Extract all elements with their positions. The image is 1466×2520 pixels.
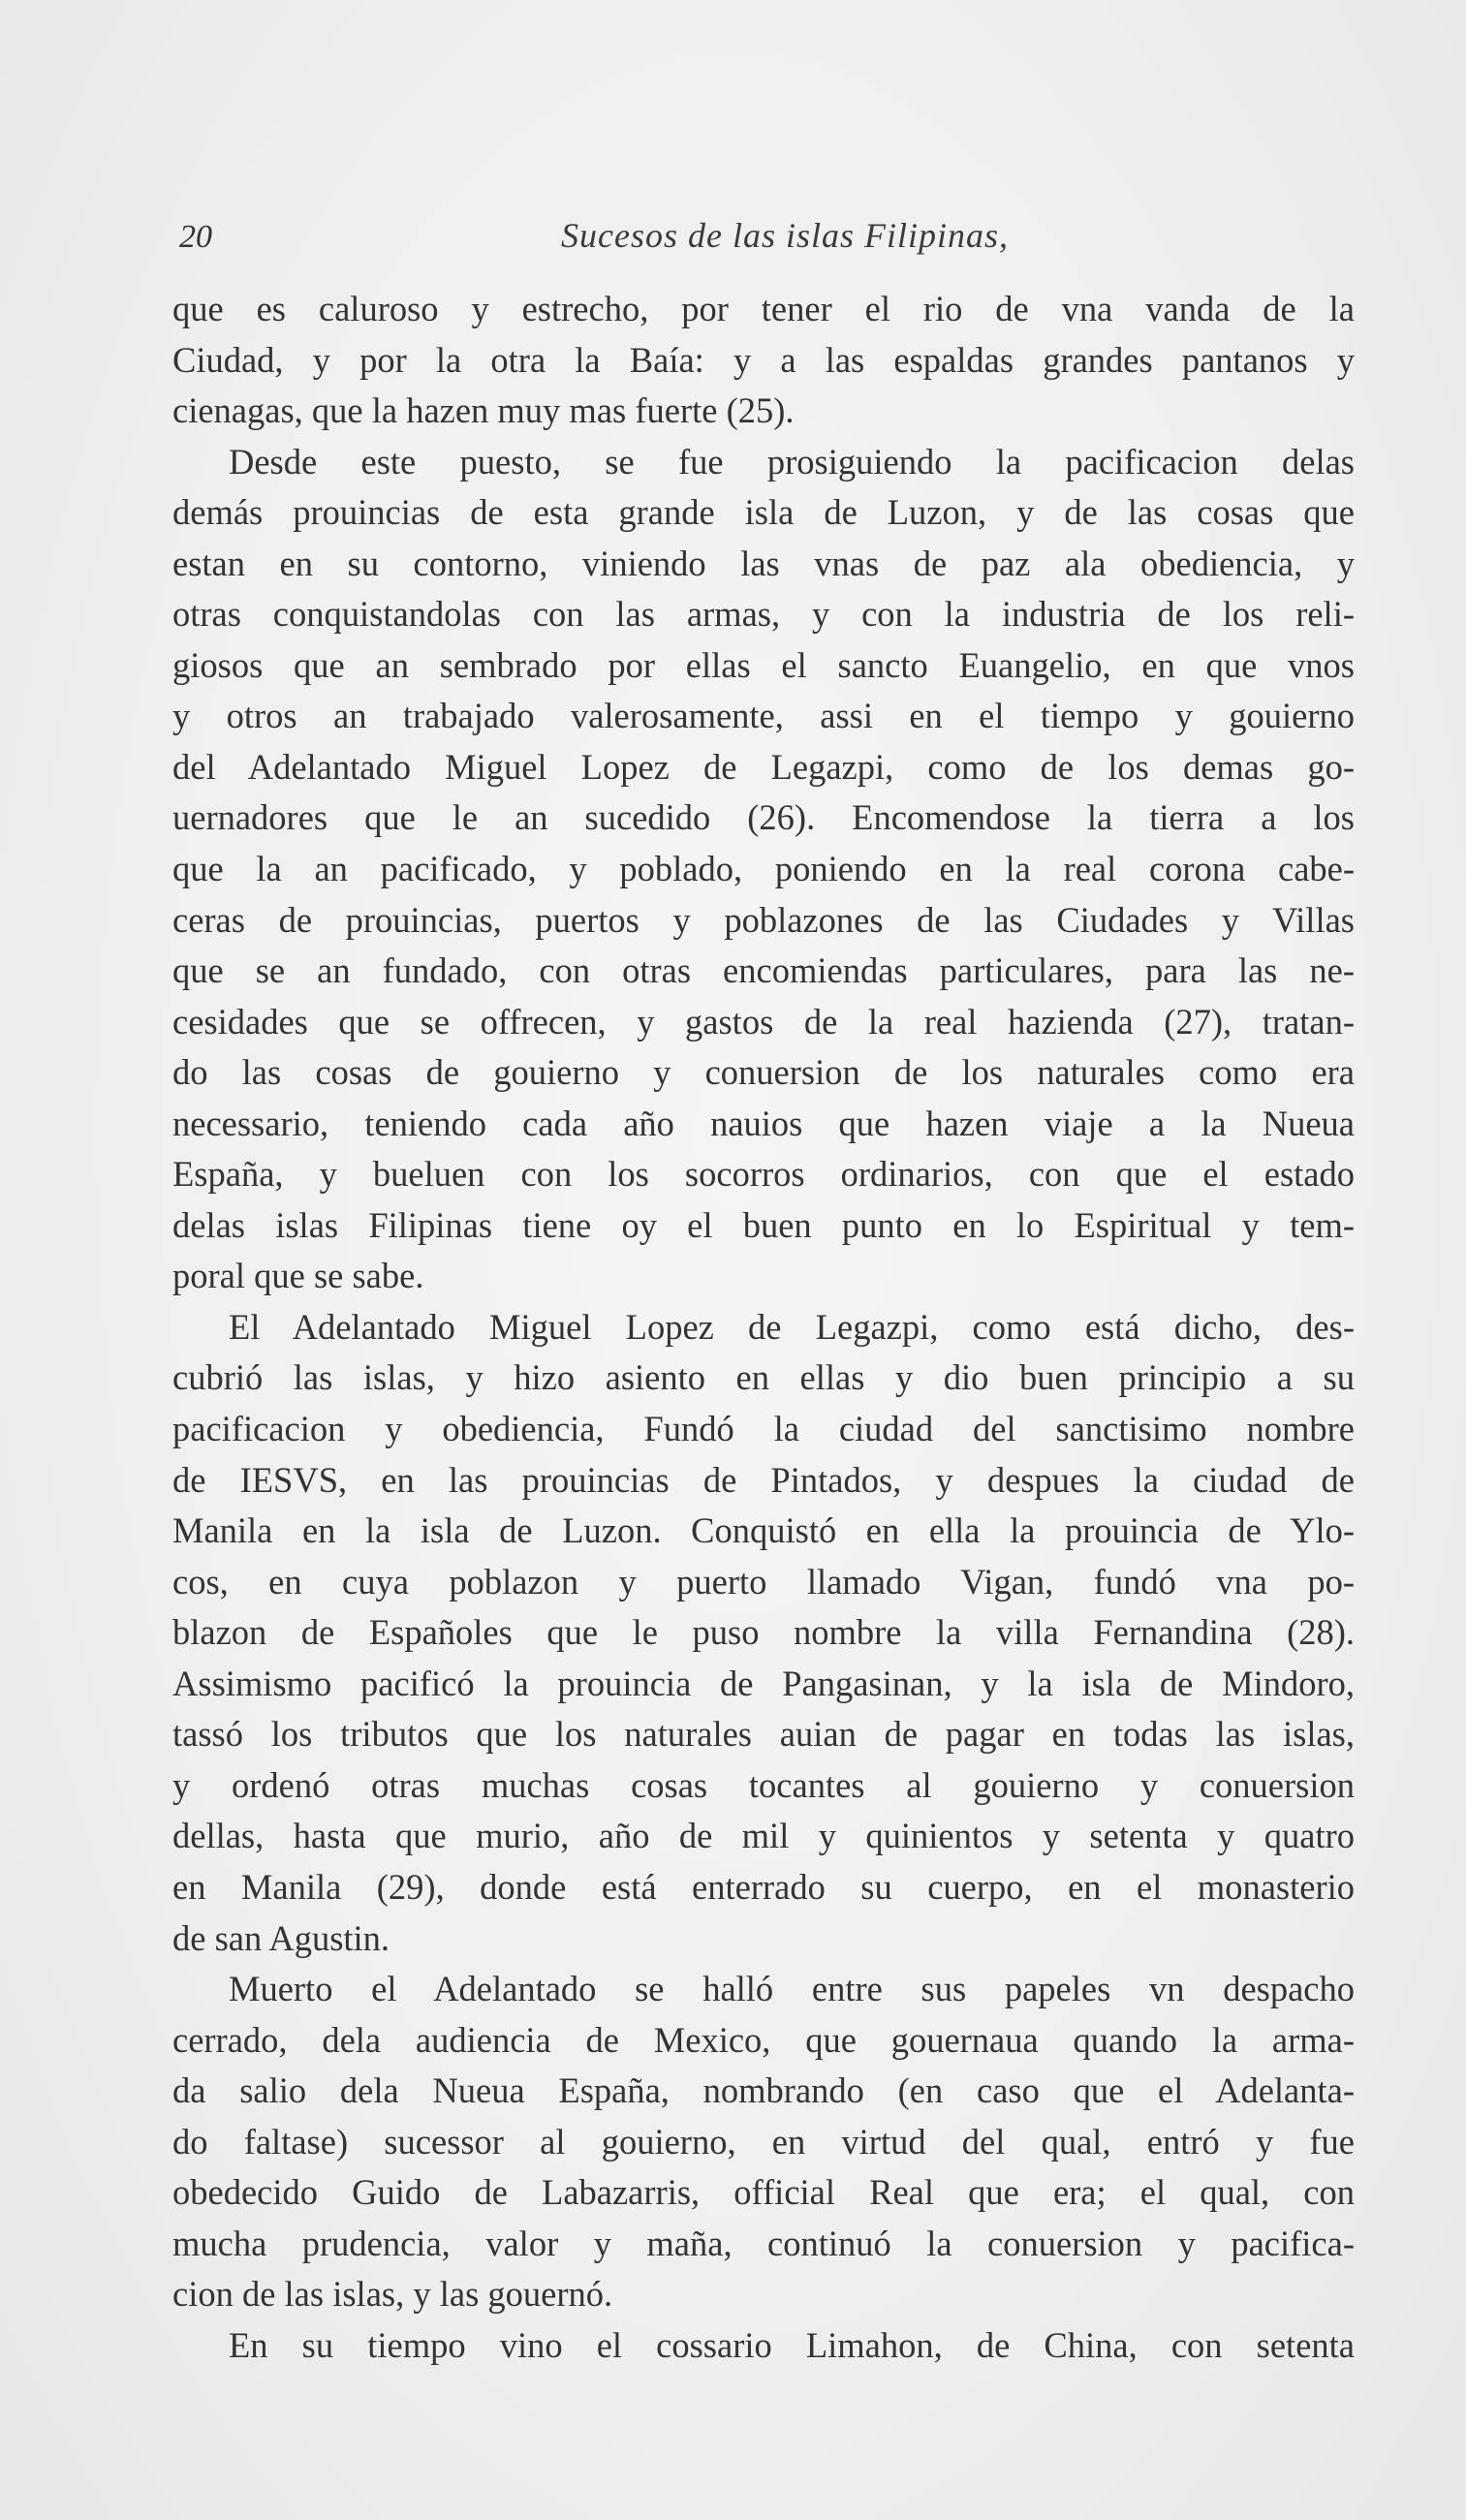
text-line: cion de las islas, y las gouernó.: [172, 2274, 613, 2315]
text-line: de IESVS, en las prouincias de Pintados, y despues la ciudad de: [172, 1459, 1355, 1500]
text-line: demás prouincias de esta grande isla de Luzon, y de las cosas que: [172, 492, 1355, 533]
text-line: cerrado, dela audiencia de Mexico, que gouernaua quando la arma-: [172, 2019, 1355, 2060]
text-line: ceras de prouincias, puertos y poblazones de las Ciudades y Villas: [172, 899, 1355, 940]
text-line: do faltase) sucessor al gouierno, en virtud del qual, entró y fue: [172, 2121, 1355, 2162]
text-line: El Adelantado Miguel Lopez de Legazpi, como está dicho, des-: [229, 1306, 1355, 1347]
text-line: y otros an trabajado valerosamente, assi en el tiempo y gouierno: [172, 696, 1355, 736]
body-text: [172, 284, 1355, 2371]
text-line: Desde este puesto, se fue prosiguiendo la pacificacion delas: [229, 441, 1355, 482]
text-line: cos, en cuya poblazon y puerto llamado Vigan, fundó vna po-: [172, 1561, 1355, 1602]
text-line: da salio dela Nueua España, nombrando (en caso que el Adelanta-: [172, 2070, 1355, 2111]
page-header: [179, 215, 1352, 264]
text-line: necessario, teniendo cada año nauios que hazen viaje a la Nueua: [172, 1103, 1355, 1143]
text-line: giosos que an sembrado por ellas el sancto Euangelio, en que vnos: [172, 644, 1355, 685]
text-line: de san Agustin.: [172, 1917, 390, 1958]
text-line: en Manila (29), donde está enterrado su cuerpo, en el monasterio: [172, 1866, 1355, 1907]
text-line: Ciudad, y por la otra la Baía: y a las espaldas grandes pantanos y: [172, 339, 1355, 380]
text-line: blazon de Españoles que le puso nombre la villa Fernandina (28).: [172, 1612, 1355, 1653]
text-line: que la an pacificado, y poblado, poniendo en la real corona cabe-: [172, 849, 1355, 889]
text-line: Assimismo pacificó la prouincia de Pangasinan, y la isla de Mindoro,: [172, 1663, 1355, 1703]
page-number: 20: [179, 219, 212, 255]
text-line: que es caluroso y estrecho, por tener el rio de vna vanda de la: [172, 289, 1355, 328]
text-line: delas islas Filipinas tiene oy el buen punto en lo Espiritual y tem-: [172, 1204, 1355, 1245]
text-line: cienagas, que la hazen muy mas fuerte (25).: [172, 390, 795, 431]
text-line: pacificacion y obediencia, Fundó la ciudad del sanctisimo nombre: [172, 1409, 1355, 1449]
text-line: cubrió las islas, y hizo asiento en ellas y dio buen principio a su: [172, 1357, 1355, 1398]
text-line: do las cosas de gouierno y conuersion de los naturales como era: [172, 1052, 1355, 1093]
text-line: mucha prudencia, valor y maña, continuó la conuersion y pacifica-: [172, 2223, 1355, 2263]
text-line: uernadores que le an sucedido (26). Encomendose la tierra a los: [172, 797, 1355, 838]
text-line: En su tiempo vino el cossario Limahon, de China, con setenta: [229, 2324, 1355, 2365]
text-line: otras conquistandolas con las armas, y con la industria de los reli-: [172, 594, 1355, 635]
text-line: dellas, hasta que murio, año de mil y quinientos y setenta y quatro: [172, 1816, 1355, 1856]
text-line: poral que se sabe.: [172, 1256, 424, 1296]
text-line: Muerto el Adelantado se halló entre sus papeles vn despacho: [229, 1969, 1355, 2009]
text-line: España, y bueluen con los socorros ordinarios, con que el estado: [172, 1154, 1355, 1195]
text-line: que se an fundado, con otras encomiendas particulares, para las ne-: [172, 950, 1355, 991]
text-line: cesidades que se offrecen, y gastos de la real hazienda (27), tratan-: [172, 1001, 1355, 1042]
text-line: del Adelantado Miguel Lopez de Legazpi, como de los demas go-: [172, 746, 1355, 787]
running-title: Sucesos de las islas Filipinas,: [561, 216, 1009, 255]
text-line: Manila en la isla de Luzon. Conquistó en ella la prouincia de Ylo-: [172, 1510, 1355, 1551]
text-line: y ordenó otras muchas cosas tocantes al gouierno y conuersion: [172, 1764, 1355, 1805]
text-line: obedecido Guido de Labazarris, official Real que era; el qual, con: [172, 2172, 1355, 2213]
text-line: tassó los tributos que los naturales auian de pagar en todas las islas,: [172, 1714, 1355, 1755]
text-line: estan en su contorno, viniendo las vnas de paz ala obediencia, y: [172, 543, 1355, 583]
